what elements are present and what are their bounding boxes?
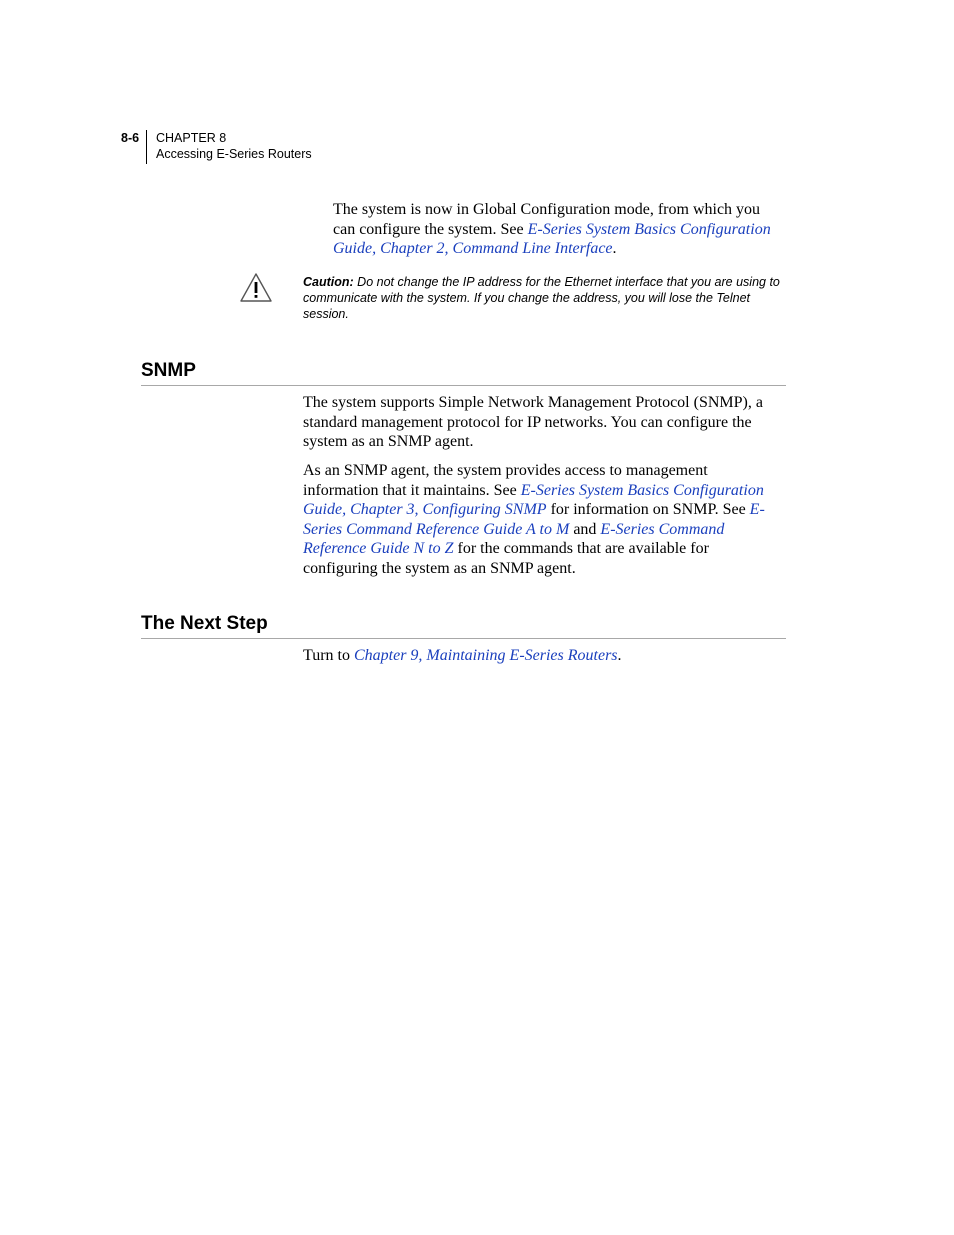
intro-text-end: .: [612, 240, 617, 257]
link-system-basics-ch3[interactable]: E-Series System Basics Configuration Guide, Chapter 3, Configuring SNMP: [303, 481, 764, 518]
caution-note: [303, 274, 787, 322]
section-rule-snmp: [141, 385, 786, 386]
snmp-text: for the commands that are available for configuring the system as an SNMP agent.: [303, 540, 709, 577]
section-title-next-step: The Next Step: [141, 613, 268, 634]
intro-text: The system is now in Global Configuration mode, from which you can configure the system. See: [333, 201, 761, 238]
caution-body: Do not change the IP address for the Ethernet interface that you are using to communicate with the system. If you change the address, you will lose the Telnet session.: [303, 275, 780, 321]
page-number: 8-6: [121, 131, 140, 145]
header-divider: [146, 130, 147, 164]
next-step-text: Turn to: [303, 647, 354, 664]
chapter-title: Accessing E-Series Routers: [156, 147, 312, 161]
link-chapter-9[interactable]: Chapter 9, Maintaining E-Series Routers: [353, 647, 618, 664]
header-chapter-info: [156, 130, 312, 162]
snmp-paragraph-1: The system supports Simple Network Management Protocol (SNMP), a standard management protocol for IP networks. You can configure the system as an SNMP agent.: [303, 394, 763, 450]
snmp-text: and: [569, 520, 601, 538]
warning-triangle-icon: [239, 272, 273, 303]
link-command-reference-n-z[interactable]: E-Series Command Reference Guide N to Z: [303, 520, 725, 557]
snmp-text: for information on SNMP. See: [546, 501, 750, 518]
intro-paragraph: [333, 200, 785, 259]
snmp-text: As an SNMP agent, the system provides access to management information that it maintains. See: [303, 462, 708, 499]
chapter-label: CHAPTER 8: [156, 131, 227, 145]
section-rule-next-step: [141, 638, 786, 639]
next-step-text-end: .: [617, 647, 622, 664]
link-system-basics-ch2[interactable]: E-Series System Basics Configuration Guide, Chapter 2, Command Line Interface: [333, 220, 771, 257]
section-title-snmp: SNMP: [141, 360, 196, 381]
next-step-paragraph: [303, 646, 785, 666]
caution-label: Caution:: [303, 275, 354, 289]
link-command-reference-a-m[interactable]: E-Series Command Reference Guide A to M: [303, 501, 765, 538]
snmp-paragraph-2: [303, 461, 785, 578]
